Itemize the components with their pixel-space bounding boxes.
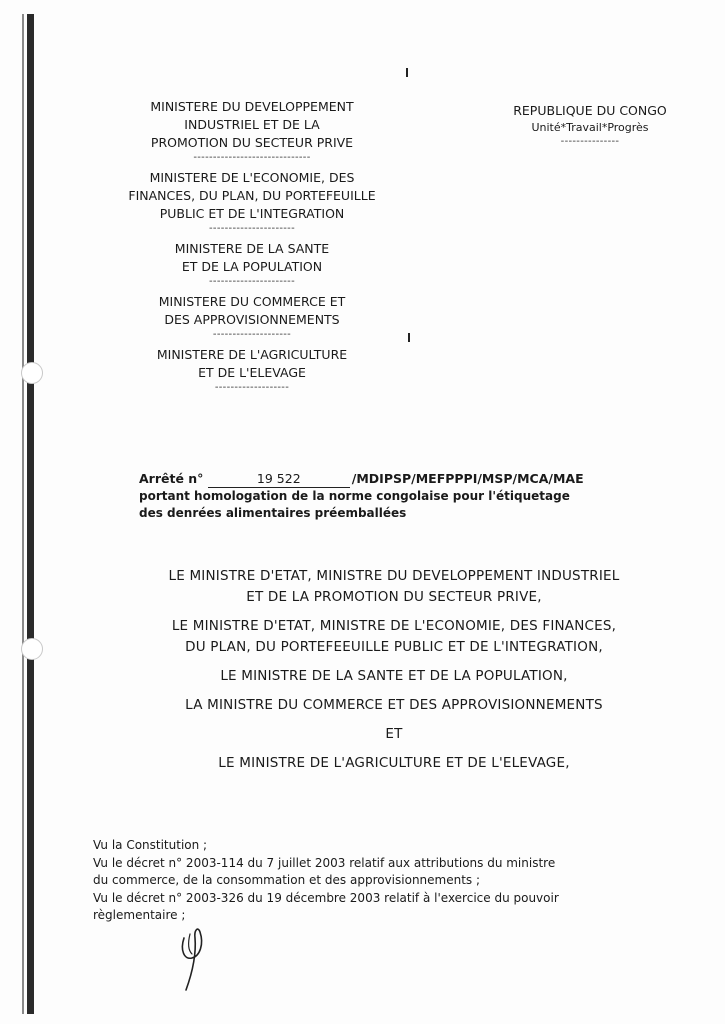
binding-edge (22, 14, 24, 1014)
consideration-line: du commerce, de la consommation et des approvisionnements ; (93, 873, 481, 887)
minister-line: LE MINISTRE DE LA SANTE ET DE LA POPULATION, (220, 668, 568, 684)
ministry-line: INDUSTRIEL ET DE LA (184, 117, 320, 132)
ministry-block (100, 293, 404, 340)
ministry-block (100, 240, 404, 287)
ministry-line: MINISTERE DE LA SANTE (174, 241, 330, 256)
stray-mark (406, 68, 408, 77)
minister-line: ET DE LA PROMOTION DU SECTEUR PRIVE, (246, 589, 542, 605)
ministry-block (100, 98, 404, 163)
ministry-line: ET DE LA POPULATION (181, 259, 323, 274)
binding-bar (27, 14, 34, 1014)
ministry-line: MINISTERE DE L'AGRICULTURE (156, 347, 348, 362)
republic-header (496, 102, 684, 153)
minister-line: LE MINISTRE DE L'AGRICULTURE ET DE L'ELEVAGE, (218, 755, 570, 771)
arrete-subject-line: portant homologation de la norme congolaise pour l'étiquetage (139, 489, 570, 503)
punch-hole (21, 362, 43, 384)
consideration-line: Vu le décret n° 2003-114 du 7 juillet 2003 relatif aux attributions du ministre (93, 855, 556, 870)
consideration-line: Vu la Constitution ; (93, 838, 208, 852)
minister-block (74, 616, 714, 658)
minister-line: LE MINISTRE D'ETAT, MINISTRE DE L'ECONOMIE, DES FINANCES, (171, 618, 617, 634)
ministers-list (74, 566, 714, 774)
minister-block (74, 695, 714, 716)
minister-block (74, 753, 714, 774)
republic-name: REPUBLIQUE DU CONGO (513, 103, 667, 118)
stray-mark (408, 333, 410, 342)
minister-line: LA MINISTRE DU COMMERCE ET DES APPROVISIONNEMENTS (185, 697, 603, 713)
ministry-line: DES APPROVISIONNEMENTS (164, 312, 340, 327)
separator: --------------- (560, 136, 620, 147)
arrete-reference: /MDIPSP/MEFPPPI/MSP/MCA/MAE (351, 471, 584, 486)
considerations (93, 837, 673, 925)
ministry-line: PUBLIC ET DE L'INTEGRATION (159, 206, 345, 221)
arrete-number: 19 522 (208, 470, 350, 488)
minister-line: ET (385, 726, 403, 742)
initials-signature (176, 924, 216, 996)
consideration-line: règlementaire ; (93, 908, 186, 922)
separator: ------------------------------ (193, 152, 311, 163)
punch-hole (21, 638, 43, 660)
arrete-subject-line: des denrées alimentaires préemballées (139, 506, 407, 520)
arrete-number-line (139, 470, 659, 488)
minister-line: LE MINISTRE D'ETAT, MINISTRE DU DEVELOPPEMENT INDUSTRIEL (168, 568, 620, 584)
consideration-line: Vu le décret n° 2003-326 du 19 décembre 2003 relatif à l'exercice du pouvoir (93, 890, 559, 905)
minister-block (74, 724, 714, 745)
separator: ------------------- (214, 382, 290, 393)
ministry-line: MINISTERE DU DEVELOPPEMENT (150, 99, 354, 114)
separator: ---------------------- (209, 276, 295, 287)
ministry-line: PROMOTION DU SECTEUR PRIVE (150, 135, 354, 150)
separator: ---------------------- (209, 223, 295, 234)
ministry-block (100, 169, 404, 234)
republic-motto: Unité*Travail*Progrès (531, 121, 649, 134)
minister-block (74, 566, 714, 608)
ministry-line: MINISTERE DU COMMERCE ET (158, 294, 346, 309)
ministries-header (100, 98, 404, 399)
ministry-line: FINANCES, DU PLAN, DU PORTEFEUILLE (128, 188, 376, 203)
arrete-heading (139, 470, 659, 522)
minister-line: DU PLAN, DU PORTEFEEUILLE PUBLIC ET DE L'INTEGRATION, (185, 639, 603, 655)
minister-block (74, 666, 714, 687)
arrete-prefix: Arrêté n° (139, 471, 204, 486)
separator: -------------------- (212, 329, 292, 340)
ministry-block (100, 346, 404, 393)
ministry-line: ET DE L'ELEVAGE (198, 365, 306, 380)
ministry-line: MINISTERE DE L'ECONOMIE, DES (149, 170, 355, 185)
